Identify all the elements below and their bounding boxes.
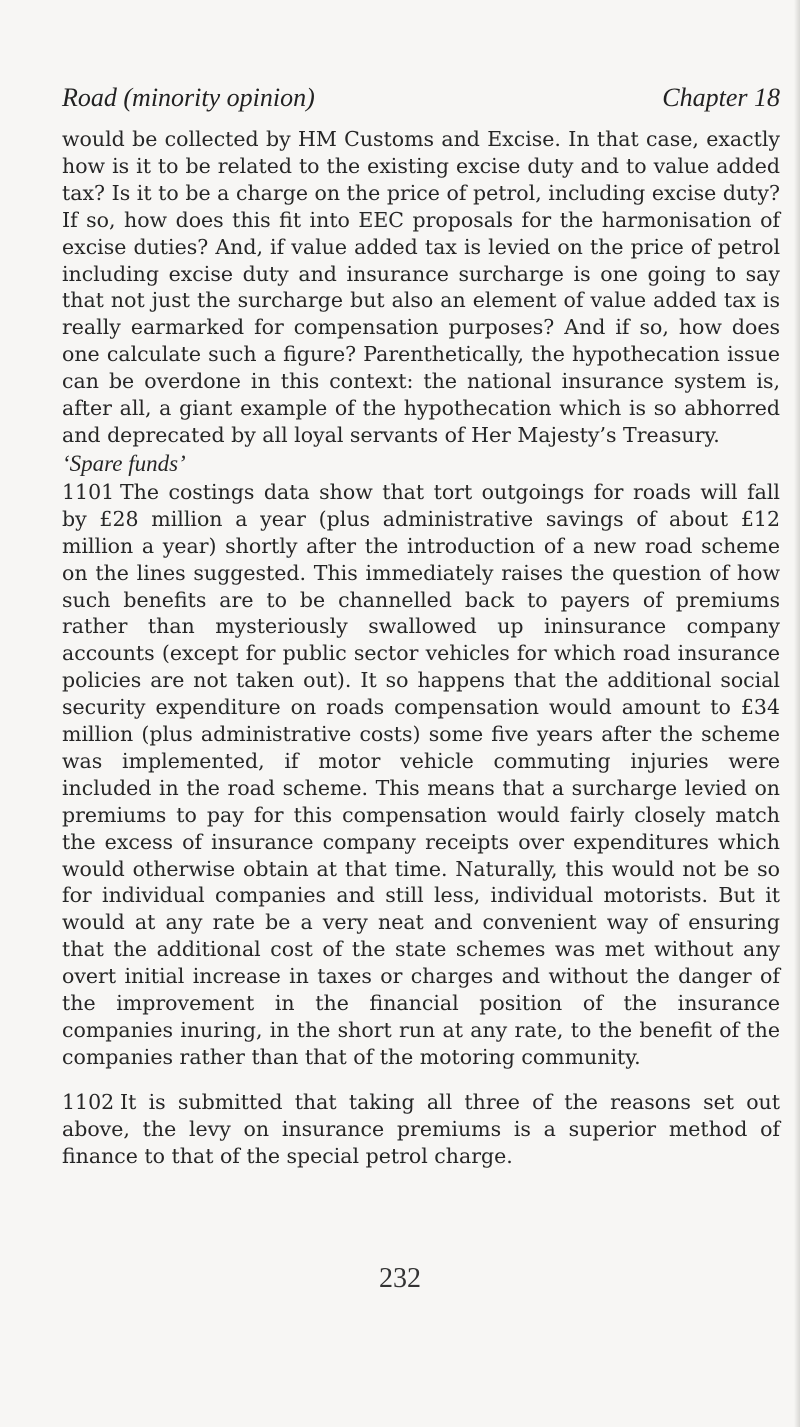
paragraph-number-1102: 1102 <box>62 1089 115 1114</box>
running-header <box>62 80 780 116</box>
paragraph-1101 <box>62 479 780 1071</box>
paragraph-number-1101: 1101 <box>62 479 115 504</box>
paragraph-1102 <box>62 1089 780 1170</box>
page-edge-shadow <box>794 0 800 1427</box>
page-number: 232 <box>379 1263 421 1294</box>
header-chapter-label: Chapter 18 <box>662 83 780 112</box>
intro-paragraph: would be collected by HM Customs and Excise. In that case, exactly how is it to be related to the existing excise duty and to value added tax? Is it to be a charge on the price of petrol, including excise duty? If so, how does this fit into EEC proposals for the harmonisation of excise duties? And, if value added tax is levied on the price of petrol including excise duty and insurance surcharge is one going to say that not just the surcharge but also an element of value added tax is really earmarked for compensation purposes? And if so, how does one calculate such a figure? Parenthetically, the hypothecation issue can be overdone in this context: the national insurance system is, after all, a giant example of the hypothecation which is so abhorred and deprecated by all loyal servants of Her Majesty’s Treasury. <box>62 127 780 447</box>
paragraph-1101-text: The costings data show that tort outgoings for roads will fall by £28 million a year (plus administrative savings of about £12 million a year) shortly after the introduction of a new road scheme on the lines suggested. This immediately raises the question of how such benefits are to be channelled back to payers of premiums rather than mysteriously swallowed up ininsurance company accounts (except for public sector vehicles for which road insurance policies are not taken out). It so happens that the additional social security expenditure on roads compensation would amount to £34 million (plus administrative costs) some five years after the scheme was implemented, if motor vehicle commuting injuries were included in the road scheme. This means that a surcharge levied on premiums to pay for this compensation would fairly closely match the excess of insurance company receipts over expenditures which would otherwise obtain at that time. Naturally, this would not be so for individual companies and still less, individual motorists. But it would at any rate be a very neat and convenient way of ensuring that the additional cost of the state schemes was met without any overt initial increase in taxes or charges and without the danger of the improvement in the financial position of the insurance companies inuring, in the short run at any rate, to the benefit of the companies rather than that of the motoring community. <box>62 479 780 1069</box>
header-section-title: Road (minority opinion) <box>62 83 315 112</box>
section-heading: ‘Spare funds’ <box>62 450 186 476</box>
page-body <box>62 126 780 1170</box>
paragraph-1102-text: It is submitted that taking all three of the reasons set out above, the levy on insurance premiums is a superior method of finance to that of the special petrol charge. <box>62 1089 780 1168</box>
